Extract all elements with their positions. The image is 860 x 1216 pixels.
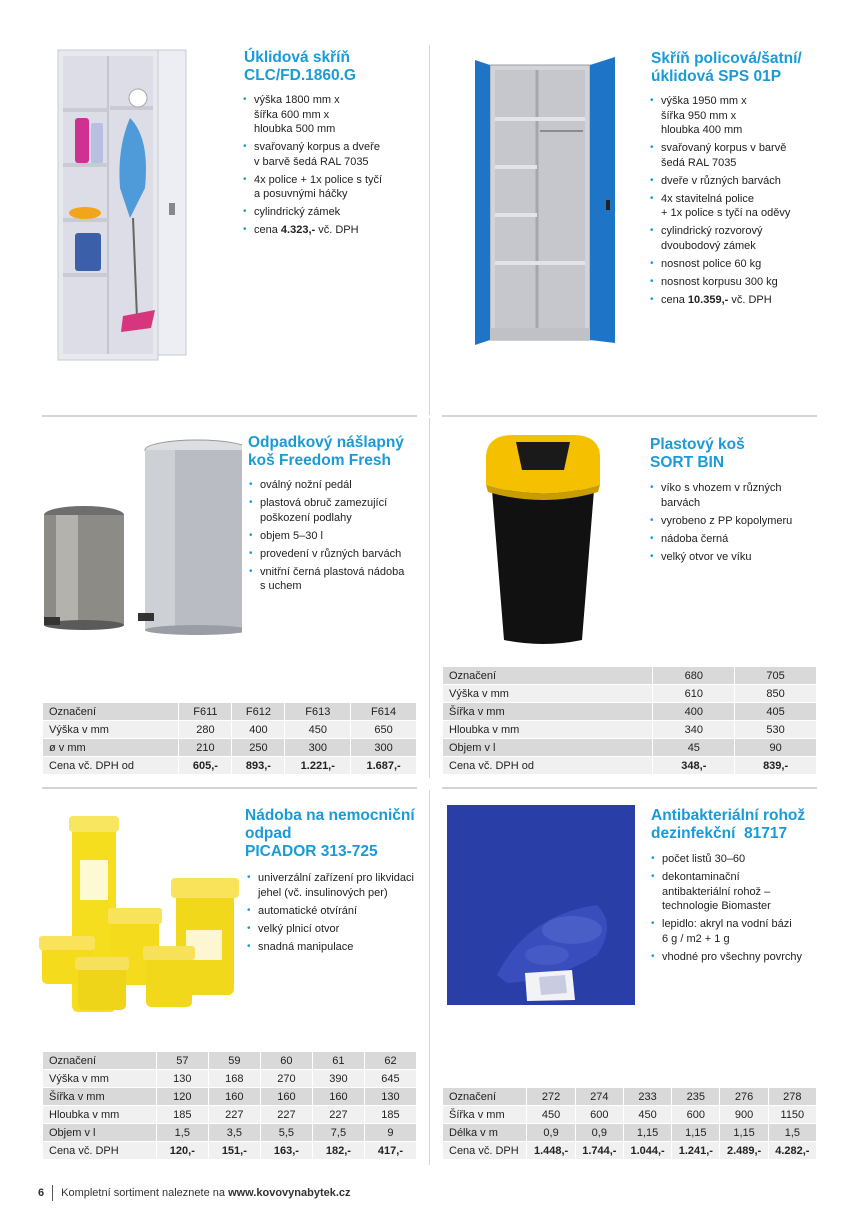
table-cell: 893,- — [232, 757, 285, 775]
table-cell: 120,- — [156, 1142, 208, 1160]
table-cell: 185 — [364, 1106, 416, 1124]
table-cell: 235 — [672, 1088, 720, 1106]
antibacterial-mat-image — [447, 805, 635, 1005]
table-cell: 62 — [364, 1052, 416, 1070]
table-cell: 348,- — [653, 757, 735, 775]
table-cell: 705 — [735, 667, 817, 685]
row-label-cell: Výška v mm — [43, 721, 179, 739]
table-cell: 61 — [312, 1052, 364, 1070]
row-label-cell: Objem v l — [443, 739, 653, 757]
row-label-cell: Označení — [443, 1088, 527, 1106]
feature-item: • snadná manipulace — [245, 940, 414, 955]
table-row — [43, 703, 417, 721]
table-cell: 270 — [260, 1070, 312, 1088]
row-label-cell: Hloubka v mm — [443, 721, 653, 739]
feature-item: • objem 5–30 l — [247, 529, 404, 544]
row-divider-right-1 — [442, 415, 817, 417]
title-line: CLC/FD.1860.G — [244, 67, 356, 84]
spec-table — [442, 1087, 817, 1160]
table-cell: 7,5 — [312, 1124, 364, 1142]
feature-item: • dekontaminační antibakteriální rohož – technologie Biomaster — [649, 870, 802, 914]
price-value: 10.359,- — [687, 293, 729, 306]
feature-item: • velký otvor ve víku — [648, 550, 792, 565]
footer-text: Kompletní sortiment naleznete na — [61, 1186, 229, 1199]
table-cell: 400 — [653, 703, 735, 721]
title-line: Skříň policová/šatní/ — [651, 50, 802, 67]
feature-list — [241, 93, 382, 241]
price-value: 4.323,- — [280, 224, 316, 236]
title-line: koš Freedom Fresh — [248, 452, 391, 469]
table-cell: 233 — [623, 1088, 671, 1106]
table-row — [443, 757, 817, 775]
table-cell: 900 — [720, 1106, 768, 1124]
table-cell: 59 — [208, 1052, 260, 1070]
table-cell: 300 — [351, 739, 417, 757]
table-cell: 160 — [208, 1088, 260, 1106]
feature-item: • svařovaný korpus v barvě šedá RAL 7035 — [648, 141, 790, 170]
table-cell: 168 — [208, 1070, 260, 1088]
product-title — [651, 807, 805, 843]
table-cell: 90 — [735, 739, 817, 757]
table-cell: 227 — [312, 1106, 364, 1124]
feature-item: • univerzální zařízení pro likvidaci jehel (vč. insulinových per) — [245, 871, 414, 900]
table-cell: 1.448,- — [527, 1142, 575, 1160]
table-cell: 1.241,- — [672, 1142, 720, 1160]
table-row — [43, 739, 417, 757]
table-cell: 160 — [312, 1088, 364, 1106]
table-cell: 5,5 — [260, 1124, 312, 1142]
spec-table — [42, 702, 417, 775]
column-divider-bottom — [429, 790, 430, 1165]
title-line: PICADOR 313-725 — [245, 843, 378, 860]
row-label-cell: Výška v mm — [443, 685, 653, 703]
table-cell: 605,- — [179, 757, 232, 775]
feature-item: • nádoba černá — [648, 532, 792, 547]
cleaning-cabinet-image — [55, 48, 190, 363]
feature-item: • oválný nožní pedál — [247, 478, 404, 493]
table-cell: 850 — [735, 685, 817, 703]
row-label-cell: Hloubka v mm — [43, 1106, 157, 1124]
row-divider-left-2 — [42, 787, 417, 789]
table-cell: F612 — [232, 703, 285, 721]
table-cell: 1.221,- — [285, 757, 351, 775]
table-cell: 1150 — [768, 1106, 816, 1124]
table-row — [443, 1106, 817, 1124]
row-label-cell: Šířka v mm — [443, 703, 653, 721]
row-label-cell: Označení — [43, 703, 179, 721]
table-cell: 210 — [179, 739, 232, 757]
table-cell: 1,15 — [672, 1124, 720, 1142]
row-label-cell: Šířka v mm — [43, 1088, 157, 1106]
table-cell: 130 — [156, 1070, 208, 1088]
table-cell: 1.744,- — [575, 1142, 623, 1160]
feature-item: • nosnost korpusu 300 kg — [648, 275, 790, 290]
table-cell: 400 — [232, 721, 285, 739]
product-title — [651, 50, 802, 86]
table-row — [43, 1124, 417, 1142]
feature-item: • provedení v různých barvách — [247, 547, 404, 562]
table-row — [443, 667, 817, 685]
feature-item: • velký plnicí otvor — [245, 922, 414, 937]
page-number: 6 — [38, 1186, 45, 1199]
row-label-cell: Cena vč. DPH — [443, 1142, 527, 1160]
price-item: • cena 4.323,- vč. DPH — [241, 223, 382, 238]
title-line: úklidová SPS 01P — [651, 68, 782, 85]
row-label-cell: Výška v mm — [43, 1070, 157, 1088]
row-label-cell: ø v mm — [43, 739, 179, 757]
feature-item: • víko s vhozem v různých barvách — [648, 481, 792, 510]
title-line: Plastový koš — [650, 436, 745, 453]
spec-table — [442, 666, 817, 775]
table-cell: 272 — [527, 1088, 575, 1106]
table-row — [443, 1124, 817, 1142]
feature-item: • dveře v různých barvách — [648, 174, 790, 189]
table-row — [43, 721, 417, 739]
feature-item: • vnitřní černá plastová nádoba s uchem — [247, 565, 404, 594]
feature-item: • vyrobeno z PP kopolymeru — [648, 514, 792, 529]
row-divider-right-2 — [442, 787, 817, 789]
table-cell: 274 — [575, 1088, 623, 1106]
table-cell: 450 — [623, 1106, 671, 1124]
table-cell: 227 — [208, 1106, 260, 1124]
table-cell: 0,9 — [527, 1124, 575, 1142]
table-cell: 610 — [653, 685, 735, 703]
feature-item: • 4x police + 1x police s tyčí a posuvnými háčky — [241, 173, 382, 202]
feature-item: • vhodné pro všechny povrchy — [649, 950, 802, 965]
row-label-cell: Cena vč. DPH — [43, 1142, 157, 1160]
table-cell: 340 — [653, 721, 735, 739]
table-cell: 45 — [653, 739, 735, 757]
table-cell: 250 — [232, 739, 285, 757]
table-cell: 450 — [285, 721, 351, 739]
feature-item: • svařovaný korpus a dveře v barvě šedá RAL 7035 — [241, 140, 382, 169]
table-row — [43, 1142, 417, 1160]
table-cell: 120 — [156, 1088, 208, 1106]
table-cell: 3,5 — [208, 1124, 260, 1142]
table-cell: 530 — [735, 721, 817, 739]
table-cell: 680 — [653, 667, 735, 685]
row-label-cell: Šířka v mm — [443, 1106, 527, 1124]
table-cell: 1.687,- — [351, 757, 417, 775]
table-row — [43, 1070, 417, 1088]
feature-item: • lepidlo: akryl na vodní bázi 6 g / m2 + 1 g — [649, 917, 802, 946]
table-row — [443, 1088, 817, 1106]
table-cell: 300 — [285, 739, 351, 757]
product-title — [244, 49, 356, 85]
product-title — [245, 807, 415, 861]
table-cell: 9 — [364, 1124, 416, 1142]
table-cell: 57 — [156, 1052, 208, 1070]
row-label-cell: Cena vč. DPH od — [43, 757, 179, 775]
table-cell: 1,15 — [720, 1124, 768, 1142]
feature-list — [247, 478, 404, 597]
title-line: dezinfekční 81717 — [651, 825, 788, 842]
pedal-bins-image — [42, 435, 242, 635]
column-divider-middle — [429, 418, 430, 778]
table-cell: F614 — [351, 703, 417, 721]
feature-item: • nosnost police 60 kg — [648, 257, 790, 272]
table-row — [43, 1106, 417, 1124]
table-cell: 276 — [720, 1088, 768, 1106]
sort-bin-image — [478, 430, 608, 645]
table-cell: 2.489,- — [720, 1142, 768, 1160]
table-cell: 1,5 — [768, 1124, 816, 1142]
table-row — [43, 1088, 417, 1106]
title-line: odpad — [245, 825, 292, 842]
table-cell: 390 — [312, 1070, 364, 1088]
feature-item: • výška 1950 mm x šířka 950 mm x hloubka 400 mm — [648, 94, 790, 138]
feature-item: • automatické otvírání — [245, 904, 414, 919]
feature-item: • cylindrický zámek — [241, 205, 382, 220]
footer-separator — [52, 1185, 53, 1201]
feature-list — [648, 94, 790, 311]
feature-item: • 4x stavitelná police + 1x police s tyčí na oděvy — [648, 192, 790, 221]
table-cell: 600 — [672, 1106, 720, 1124]
spec-table — [42, 1051, 417, 1160]
table-cell: 839,- — [735, 757, 817, 775]
table-cell: 163,- — [260, 1142, 312, 1160]
product-title — [248, 434, 404, 470]
table-row — [443, 685, 817, 703]
column-divider-top — [429, 45, 430, 415]
table-cell: 600 — [575, 1106, 623, 1124]
table-cell: 60 — [260, 1052, 312, 1070]
table-cell: 130 — [364, 1088, 416, 1106]
table-cell: 645 — [364, 1070, 416, 1088]
table-row — [443, 721, 817, 739]
feature-item: • počet listů 30–60 — [649, 852, 802, 867]
table-cell: 1.044,- — [623, 1142, 671, 1160]
website-link[interactable]: www.kovovynabytek.cz — [228, 1186, 351, 1199]
feature-item: • plastová obruč zamezující poškození podlahy — [247, 496, 404, 525]
row-label-cell: Délka v m — [443, 1124, 527, 1142]
table-cell: 160 — [260, 1088, 312, 1106]
table-row — [443, 1142, 817, 1160]
title-line: SORT BIN — [650, 454, 725, 471]
table-cell: 280 — [179, 721, 232, 739]
table-cell: 227 — [260, 1106, 312, 1124]
row-label-cell: Označení — [443, 667, 653, 685]
row-label-cell: Označení — [43, 1052, 157, 1070]
table-row — [443, 739, 817, 757]
feature-item: • výška 1800 mm x šířka 600 mm x hloubka 500 mm — [241, 93, 382, 137]
table-cell: 4.282,- — [768, 1142, 816, 1160]
price-item: • cena 10.359,- vč. DPH — [648, 293, 790, 308]
table-row — [43, 1052, 417, 1070]
table-cell: 185 — [156, 1106, 208, 1124]
table-cell: 450 — [527, 1106, 575, 1124]
title-line: Nádoba na nemocniční — [245, 807, 415, 824]
table-row — [443, 703, 817, 721]
title-line: Antibakteriální rohož — [651, 807, 806, 824]
table-cell: 1,5 — [156, 1124, 208, 1142]
feature-list — [648, 481, 792, 568]
table-cell: 182,- — [312, 1142, 364, 1160]
table-cell: 417,- — [364, 1142, 416, 1160]
table-cell: 0,9 — [575, 1124, 623, 1142]
row-label-cell: Cena vč. DPH od — [443, 757, 653, 775]
row-divider-left-1 — [42, 415, 417, 417]
table-cell: 1,15 — [623, 1124, 671, 1142]
sharps-containers-image — [36, 810, 246, 1020]
feature-item: • cylindrický rozvorový dvoubodový zámek — [648, 224, 790, 253]
table-cell: 650 — [351, 721, 417, 739]
shelf-cabinet-image — [470, 55, 620, 345]
title-line: Úklidová skříň — [244, 49, 350, 66]
feature-list — [649, 852, 802, 968]
table-row — [43, 757, 417, 775]
table-cell: 405 — [735, 703, 817, 721]
row-label-cell: Objem v l — [43, 1124, 157, 1142]
feature-list — [245, 871, 414, 958]
table-cell: F613 — [285, 703, 351, 721]
title-line: Odpadkový nášlapný — [248, 434, 404, 451]
page-footer — [38, 1185, 351, 1201]
table-cell: F611 — [179, 703, 232, 721]
table-cell: 278 — [768, 1088, 816, 1106]
table-cell: 151,- — [208, 1142, 260, 1160]
product-title — [650, 436, 745, 472]
